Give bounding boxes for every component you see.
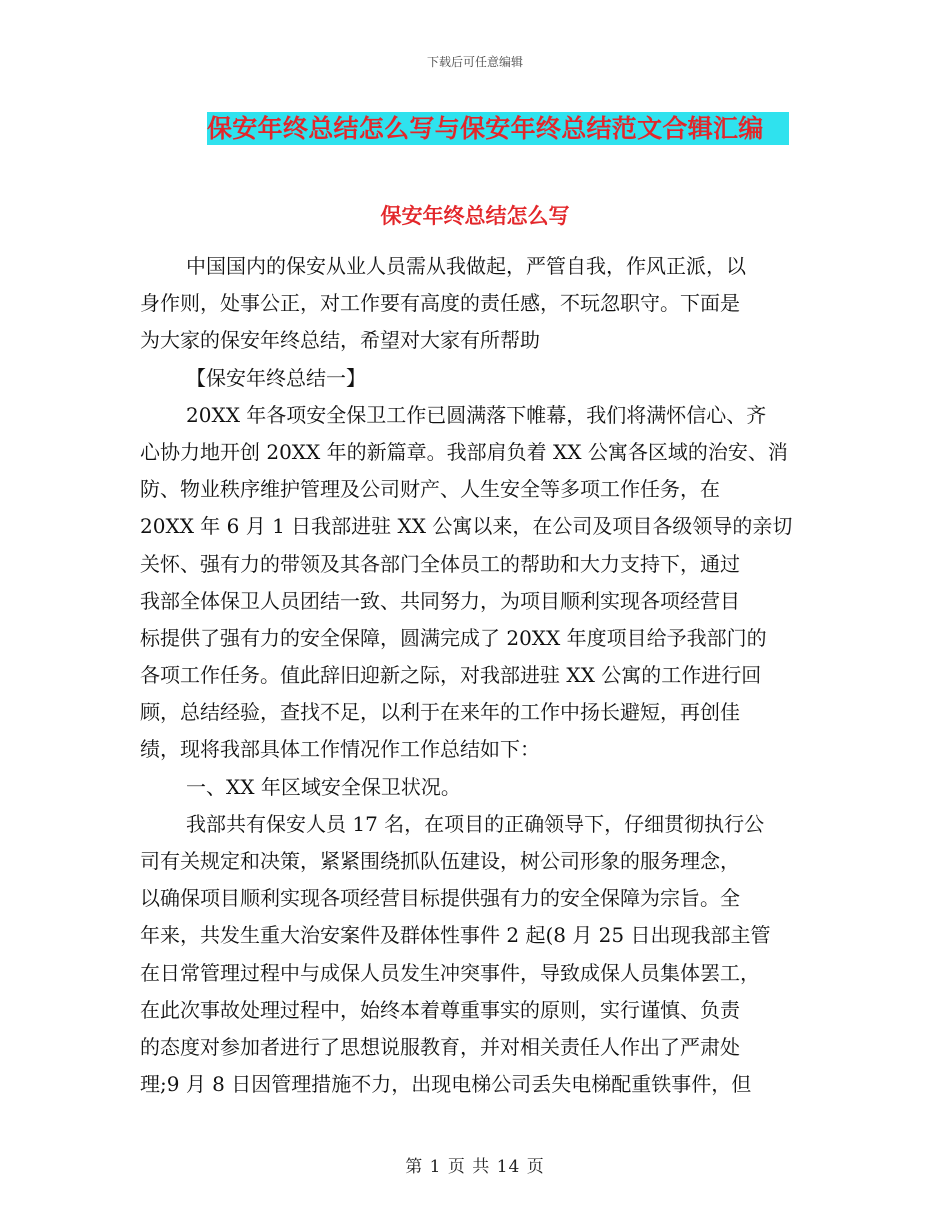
paragraph-line: 以确保项目顺利实现各项经营目标提供强有力的安全保障为宗旨。全 [140, 886, 740, 911]
paragraph-line: 年来，共发生重大治安案件及群体性事件 2 起(8 月 25 日出现我部主管 [140, 923, 771, 948]
paragraph-line: 绩，现将我部具体工作情况作工作总结如下： [140, 737, 540, 762]
paragraph-line: 各项工作任务。值此辞旧迎新之际，对我部进驻 XX 公寓的工作进行回 [140, 663, 762, 688]
paragraph-line: 身作则，处事公正，对工作要有高度的责任感，不玩忽职守。下面是 [140, 291, 740, 316]
paragraph-line: 顾，总结经验，查找不足，以利于在来年的工作中扬长避短，再创佳 [140, 700, 740, 725]
paragraph-line: 20XX 年 6 月 1 日我部进驻 XX 公寓以来，在公司及项目各级领导的亲切 [140, 514, 793, 539]
paragraph-line: 中国国内的保安从业人员需从我做起，严管自我，作风正派，以 [186, 254, 746, 278]
paragraph-line: 20XX 年各项安全保卫工作已圆满落下帷幕，我们将满怀信心、齐 [186, 402, 767, 427]
paragraph-line: 心协力地开创 20XX 年的新篇章。我部肩负着 XX 公寓各区域的治安、消 [140, 439, 788, 464]
paragraph-line: 我部全体保卫人员团结一致、共同努力，为项目顺利实现各项经营目 [140, 588, 740, 613]
paragraph-line: 理;9 月 8 日因管理措施不力，出现电梯公司丢失电梯配重铁事件，但 [140, 1072, 752, 1097]
paragraph-line: 关怀、强有力的带领及其各部门全体员工的帮助和大力支持下，通过 [140, 551, 740, 576]
section-heading: 一、XX 年区域安全保卫状况。 [186, 774, 461, 799]
paragraph-line: 在此次事故处理过程中，始终本着尊重事实的原则，实行谨慎、负责 [140, 997, 740, 1022]
paragraph-line: 在日常管理过程中与成保人员发生冲突事件，导致成保人员集体罢工， [140, 960, 760, 985]
header-note: 下载后可任意编辑 [426, 55, 523, 69]
paragraph-line: 司有关规定和决策，紧紧围绕抓队伍建设，树公司形象的服务理念， [140, 849, 740, 873]
paragraph-line: 为大家的保安年终总结，希望对大家有所帮助 [140, 328, 540, 353]
section-heading: 【保安年终总结一】 [186, 365, 366, 390]
paragraph-line: 标提供了强有力的安全保障，圆满完成了 20XX 年度项目给予我部门的 [140, 625, 767, 650]
page-title: 保安年终总结怎么写与保安年终总结范文合辑汇编 [207, 114, 764, 143]
page-footer: 第 1 页 共 14 页 [405, 1157, 545, 1177]
paragraph-line: 防、物业秩序维护管理及公司财产、人生安全等多项工作任务，在 [140, 477, 720, 502]
body-text [140, 248, 812, 1103]
section-title: 保安年终总结怎么写 [380, 203, 570, 228]
paragraph-line: 的态度对参加者进行了思想说服教育，并对相关责任人作出了严肃处 [140, 1034, 740, 1059]
paragraph-line: 我部共有保安人员 17 名，在项目的正确领导下，仔细贯彻执行公 [186, 811, 765, 836]
